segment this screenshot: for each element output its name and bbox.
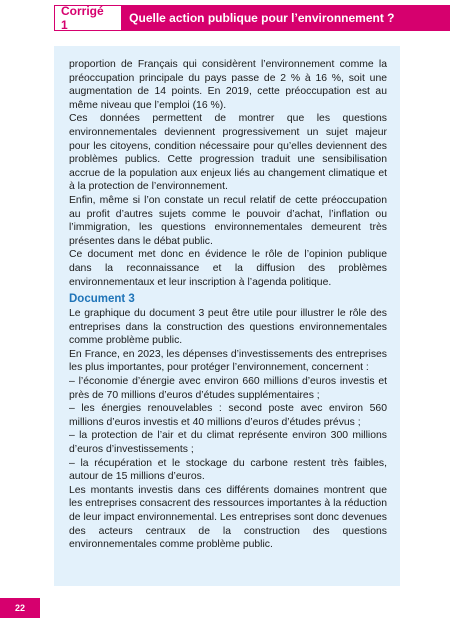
paragraph-2: Ces données permettent de montrer que les questions environnementales deviennent progressivement un sujet majeur pour les citoyens, condition nécessaire pour qu’elles deviennent des problèmes publics. Cette progression traduit une sensibilisation accrue de la population aux enjeux liés au changement climatique et à la protection de l’environnement.	[69, 113, 387, 193]
list-item-air-climate: – la protection de l’air et du climat représente environ 300 millions d’euros d’investissements ;	[69, 430, 387, 456]
content-text	[69, 58, 387, 552]
paragraph-1: proportion de Français qui considèrent l’environnement comme la préoccupation principale du pays passe de 2 % à 16 %, soit une augmentation de 14 points. En 2019, cette préoccupation est au même niveau que l’emploi (16 %).	[69, 59, 387, 111]
paragraph-5: Le graphique du document 3 peut être utile pour illustrer le rôle des entreprises dans la construction des questions environnementales comme problème public.	[69, 308, 387, 347]
list-item-energy-saving: – l’économie d’énergie avec environ 660 millions d’euros investis et près de 70 millions d’euros d’études supplémentaires ;	[69, 376, 387, 401]
chapter-header	[54, 5, 450, 31]
page-number: 22	[0, 598, 40, 618]
list-item-carbon-capture: – la récupération et le stockage du carbone restent très faibles, autour de 15 millions d’euros.	[69, 457, 387, 483]
list-item-renewables: – les énergies renouvelables : second poste avec environ 560 millions d’euros investis et 40 millions d’euros d’études prévus ;	[69, 403, 387, 428]
paragraph-conclusion: Les montants investis dans ces différents domaines montrent que les entreprises consacrent des ressources importantes à la réduction de leur impact environnemental. Les entreprises sont donc devenues des acteurs centraux de la construction des questions environnementales comme problème public.	[69, 484, 387, 551]
paragraph-4: Ce document met donc en évidence le rôle de l’opinion publique dans la reconnaissance et la diffusion des problèmes environnementaux et leur inscription à l’agenda politique.	[69, 249, 387, 288]
header-tag: Corrigé 1	[54, 5, 121, 31]
paragraph-6: En France, en 2023, les dépenses d’investissements des entreprises les plus importantes, pour protéger l’environnement, concernent :	[69, 348, 387, 374]
header-title: Quelle action publique pour l’environnement ?	[121, 5, 450, 31]
document-3-heading: Document 3	[69, 293, 135, 306]
paragraph-3: Enfin, même si l’on constate un recul relatif de cette préoccupation au profit d’autres sujets comme le pouvoir d’achat, l’inflation ou l’immigration, les questions environnementales demeurent très présentes dans le débat public.	[69, 194, 387, 247]
